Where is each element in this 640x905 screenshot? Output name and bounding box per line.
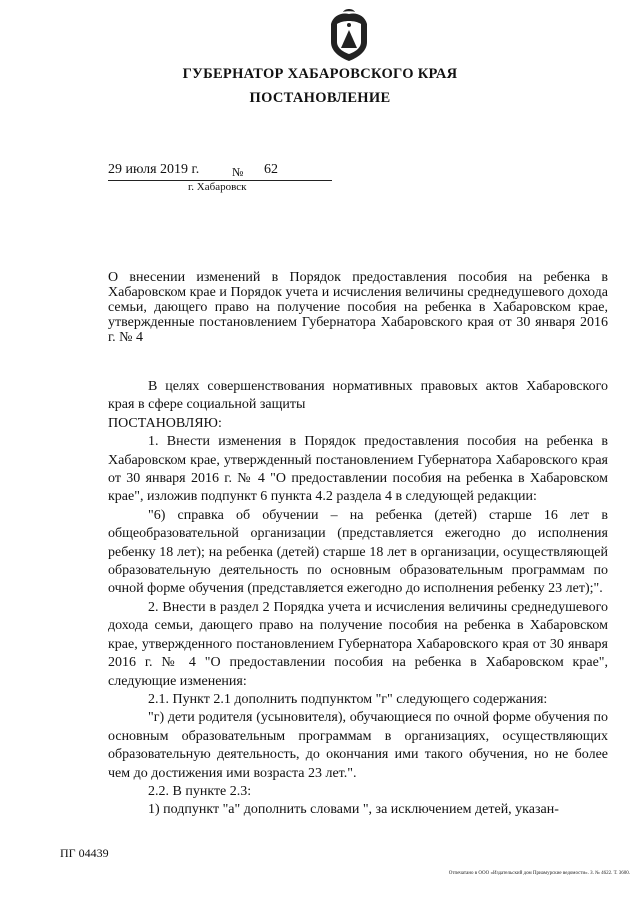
paragraph-2-2: 2.2. В пункте 2.3: [148, 783, 252, 799]
resolution-heading: ПОСТАНОВЛЯЮ: [108, 415, 222, 431]
document-body [108, 378, 608, 820]
quoted-subpoint-g: "г) дети родителя (усыновителя), обучающиеся по очной форме обучения по основным образовательным программам в организациях, осуществляющих образовательную деятельность, до окончания ими такого обучения, но не более чем до достижения ими возраста 23 лет.". [108, 710, 608, 781]
number-label: № [232, 165, 244, 179]
document-date: 29 июля 2019 г. [108, 162, 200, 177]
document-number: 62 [264, 162, 278, 177]
date-number-line [108, 162, 332, 181]
coat-of-arms-icon [327, 8, 371, 62]
document-subject: О внесении изменений в Порядок предоставления пособия на ребенка в Хабаровском крае и Порядок учета и исчисления величины среднедушевого дохода семьи, дающего право на получение пособия на ребенка в Хабаровском крае, утвержденные постановлением Губернатора Хабаровского края от 30 января 2016 г. № 4 [108, 270, 608, 345]
paragraph-2: 2. Внести в раздел 2 Порядка учета и исчисления величины среднедушевого дохода семьи, дающего право на получение пособия на ребенка в Хабаровском крае, утвержденного постановлением Губернатора Хабаровского края от 30 января 2016 г. № 4 "О предоставлении пособия на ребенка в Хабаровском крае", следующие изменения: [108, 599, 608, 689]
quoted-subpoint-6: "6) справка об обучении – на ребенка (детей) старше 16 лет в общеобразовательной организации (представляется ежегодно до исполнения ребенку 18 лет); на ребенка (детей) старше 18 лет в организации, осуществляющей образовательную деятельность по основным образовательным программам по очной форме обучения (представляется ежегодно до исполнения ребенку 23 лет);". [108, 507, 608, 597]
authority-title: ГУБЕРНАТОР ХАБАРОВСКОГО КРАЯ [182, 66, 458, 82]
document-city: г. Хабаровск [188, 181, 247, 193]
document-type: ПОСТАНОВЛЕНИЕ [249, 90, 391, 106]
preamble: В целях совершенствования нормативных правовых актов Хабаровского края в сфере социальной защиты [108, 379, 608, 413]
printer-imprint: Отпечатано в ООО «Издательский дом Приамурские ведомости». З. № 4622. Т. 3600. [448, 871, 630, 876]
paragraph-1: 1. Внести изменения в Порядок предоставления пособия на ребенка в Хабаровском крае, утвержденный постановлением Губернатора Хабаровского края от 30 января 2016 г. № 4 "О предоставлении пособия на ребенка в Хабаровском крае", изложив подпункт 6 пункта 4.2 раздела 4 в следующей редакции: [108, 434, 608, 505]
paragraph-2-1: 2.1. Пункт 2.1 дополнить подпунктом "г" следующего содержания: [148, 691, 548, 707]
document-code: ПГ 04439 [60, 846, 109, 860]
subpoint-1: 1) подпункт "а" дополнить словами ", за исключением детей, указан- [148, 802, 559, 818]
